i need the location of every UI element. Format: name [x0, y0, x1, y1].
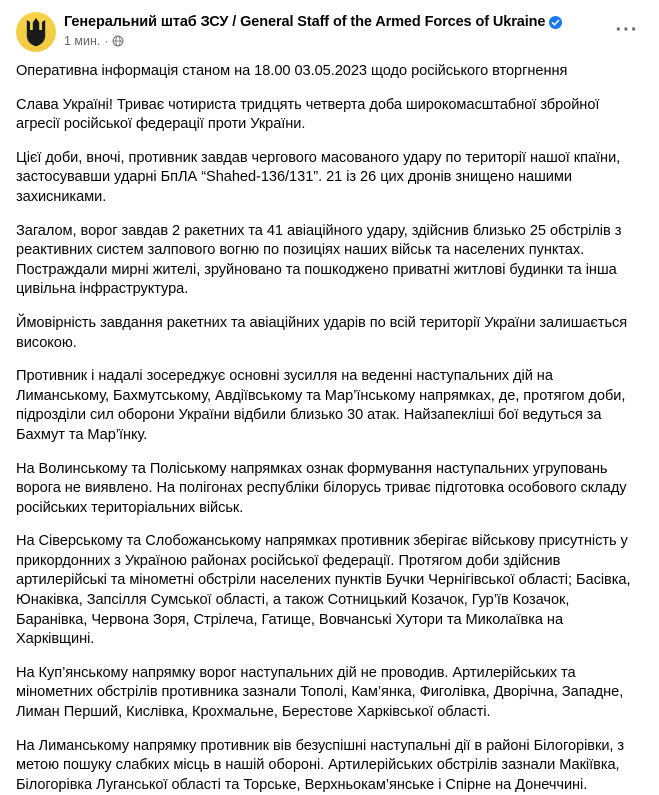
post-paragraph: Противник і надалі зосереджує основні зусилля на веденні наступальних дій на Лиманському, Бахмутському, Авдіївському та Мар’їнському напрямках, де, протягом доби, підрозділи сил оборони України відбили близько 30 атак. Найзапекліші бої ведуться за Бахмут та Мар’їнку.	[16, 368, 626, 443]
post-timestamp[interactable]: 1 мин.	[64, 34, 101, 48]
post-paragraph: Ймовірність завдання ракетних та авіаційних ударів по всій території України залишається високою.	[16, 314, 628, 351]
more-options-label: ···	[615, 19, 639, 41]
post-paragraph: Цієї доби, вночі, противник завдав чергового масованого удару по території нашої кпаїни, застосувавши ударні БпЛА “Shahed-136/131”. 21 із 26 цих дронів знищено нашими захисниками.	[16, 149, 621, 205]
post-paragraph: На Лиманському напрямку противник вів безуспішні наступальні дії в районі Білогорівки, з метою пошуку слабких місць в нашій обороні. Артилерійських обстрілів зазнали Макіївка, Білогорівка Луганської області та Торське, Верхньокам’янське і Спірне на Донеччині.	[16, 737, 625, 793]
post-paragraph: Оперативна інформація станом на 18.00 03.05.2023 щодо російського вторгнення	[16, 63, 568, 79]
verified-badge-icon	[549, 16, 562, 29]
globe-icon[interactable]	[112, 35, 124, 47]
post-header-text	[64, 12, 643, 48]
post-paragraph: На Волинському та Поліському напрямках ознак формування наступальних угруповань ворога не виявлено. На полігонах республіки білорусь триває підготовка особового складу російських територіальних військ.	[16, 460, 627, 516]
post-header	[16, 12, 643, 52]
trident-emblem-icon	[23, 17, 49, 47]
meta-separator: ·	[104, 34, 109, 48]
post-meta	[64, 34, 643, 48]
post-paragraph: Загалом, ворог завдав 2 ракетних та 41 авіаційного удару, здійснив близько 25 обстрілів з реактивних систем залпового вогню по позиціях наших військ та населених пунктах. Постраждали мирні жителі, зруйновано та пошкоджено приватні житлові будинки та інша цивільна інфраструктура.	[16, 222, 622, 298]
page-name[interactable]: Генеральний штаб ЗСУ / General Staff of the Armed Forces of Ukraine	[64, 14, 546, 30]
avatar[interactable]	[16, 12, 56, 52]
post-paragraph: На Сіверському та Слобожанському напрямках противник зберігає військову присутність у прикордонних з Україною районах російської федерації. Протягом доби здійснив артилерійські та мінометні обстріли населених пунктів Бучки Чернігівської області; Басівка, Юнаківка, Запсілля Сумської області, а також Сотницький Козачок, Гур’їв Козачок, Баранівка, Червона Зоря, Стрілеча, Гатище, Вовчанські Хутори та Миколаївка на Харківщині.	[16, 533, 631, 648]
post-body	[16, 62, 643, 795]
more-options-button[interactable]	[611, 14, 643, 46]
post-paragraph: Слава Україні! Триває чотириста тридцять четверта доба широкомасштабної збройної агресії російської федерації проти України.	[16, 96, 600, 133]
post-paragraph: На Куп’янському напрямку ворог наступальних дій не проводив. Артилерійських та мінометних обстрілів противника зазнали Тополі, Кам’янка, Фиголівка, Дворічна, Западне, Лиман Перший, Кислівка, Крохмальне, Берестове Харківської області.	[16, 664, 624, 721]
